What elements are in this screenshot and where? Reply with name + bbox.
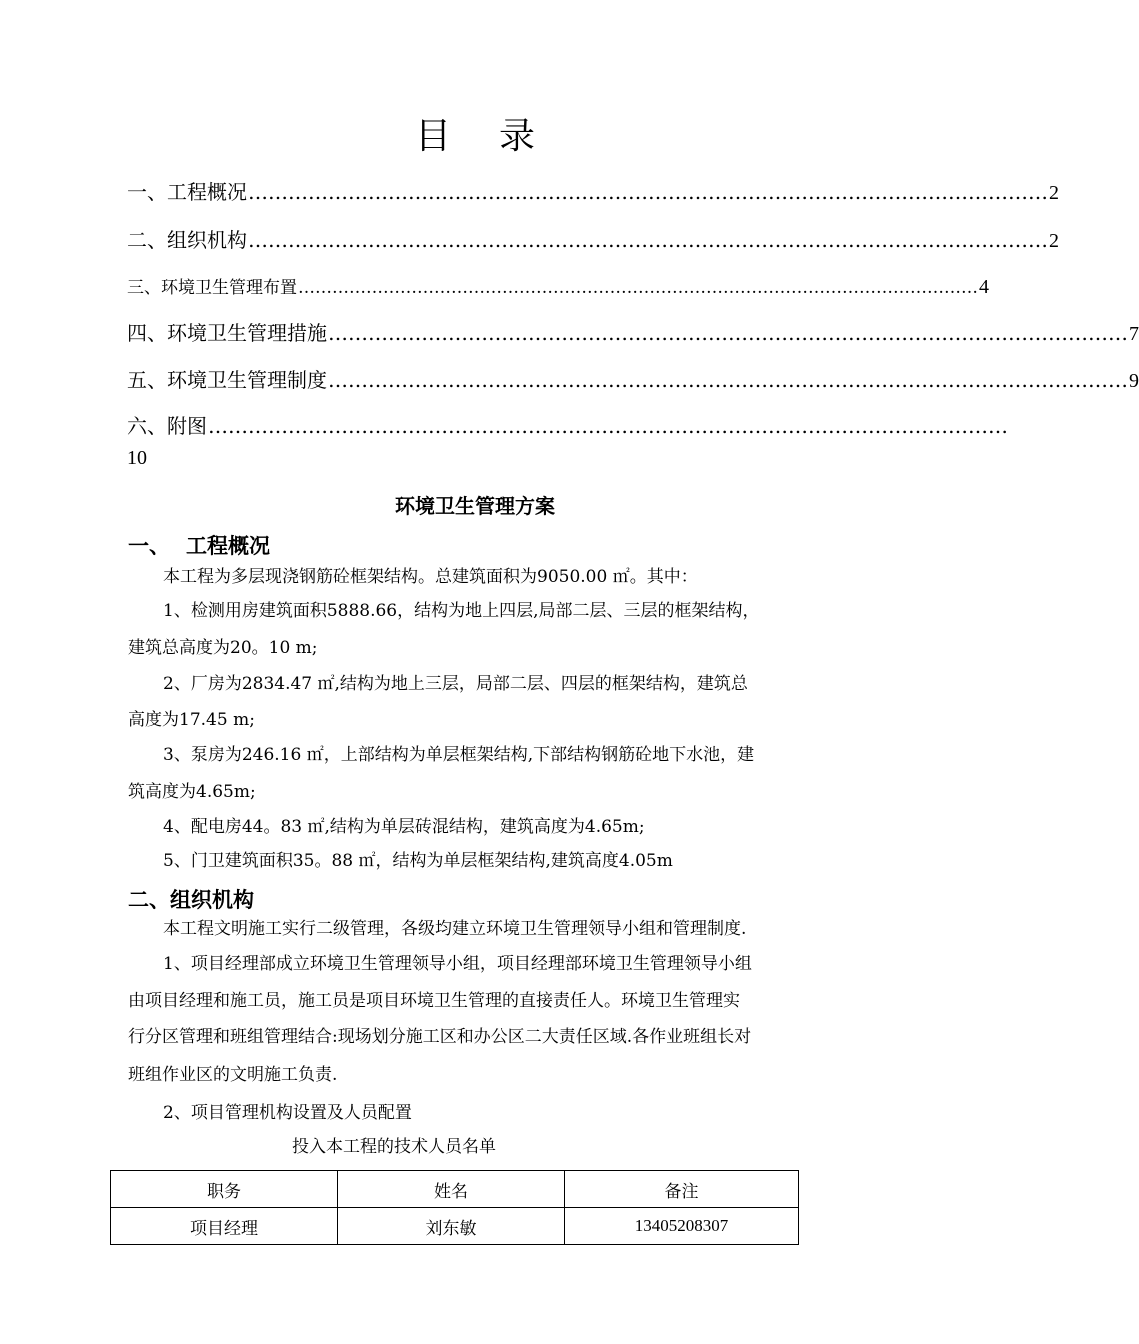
toc-item xyxy=(127,273,989,305)
paragraph: 1、检测用房建筑面积5888.66，结构为地上四层,局部二层、三层的框架结构， xyxy=(163,601,760,621)
toc-item xyxy=(127,364,1139,396)
toc-leader-dots: ………………………………………………………………………………………………………… xyxy=(208,414,1008,438)
staff-table xyxy=(110,1170,799,1245)
toc-item-page: 2 xyxy=(1049,182,1059,204)
table-header-cell: 备注 xyxy=(565,1171,799,1208)
paragraph: 由项目经理和施工员，施工员是项目环境卫生管理的直接责任人。环境卫生管理实 xyxy=(128,991,740,1011)
toc-item-label: 二、组织机构 xyxy=(127,228,247,252)
paragraph: 建筑总高度为20。10 m; xyxy=(128,638,318,658)
section-heading: 工程概况 xyxy=(186,534,270,558)
toc-item-label: 四、环境卫生管理措施 xyxy=(127,321,327,345)
paragraph: 班组作业区的文明施工负责. xyxy=(128,1065,338,1085)
table-cell: 项目经理 xyxy=(111,1208,338,1245)
paragraph: 2、厂房为2834.47 ㎡,结构为地上三层，局部二层、四层的框架结构，建筑总 xyxy=(163,674,748,694)
toc-item-page: 9 xyxy=(1129,370,1139,392)
toc-item-label: 一、工程概况 xyxy=(127,180,247,204)
paragraph: 筑高度为4.65m; xyxy=(128,782,256,802)
section-heading-number: 一、 xyxy=(128,534,170,558)
paragraph: 5、门卫建筑面积35。88 ㎡，结构为单层框架结构,建筑高度4.05m xyxy=(163,851,673,871)
toc-item-label: 五、环境卫生管理制度 xyxy=(127,368,327,392)
toc-item-page: 4 xyxy=(979,276,989,298)
paragraph: 1、项目经理部成立环境卫生管理领导小组，项目经理部环境卫生管理领导小组 xyxy=(163,954,752,974)
toc-leader-dots: ………………………………………………………………………………………………………… xyxy=(328,368,1128,392)
paragraph: 本工程为多层现浇钢筋砼框架结构。总建筑面积为9050.00 ㎡。其中： xyxy=(163,567,698,587)
table-cell: 13405208307 xyxy=(565,1208,799,1245)
toc-item-page: 10 xyxy=(127,447,147,469)
toc-item xyxy=(127,224,1059,256)
toc-leader-dots: ………………………………………………………………………………………………………… xyxy=(328,321,1128,345)
table-header-cell: 职务 xyxy=(111,1171,338,1208)
toc-item-label: 六、附图 xyxy=(127,414,207,438)
toc-item xyxy=(127,176,1059,208)
paragraph: 2、项目管理机构设置及人员配置 xyxy=(163,1103,412,1123)
toc-leader-dots: ………………………………………………………………………………………………………… xyxy=(248,180,1048,204)
toc-item-label: 三、环境卫生管理布置 xyxy=(127,278,297,298)
table-header-cell: 姓名 xyxy=(338,1171,565,1208)
paragraph: 高度为17.45 m; xyxy=(128,710,255,730)
toc-leader-dots: ………………………………………………………………………………………………………… xyxy=(298,278,978,298)
paragraph: 4、配电房44。83 ㎡,结构为单层砖混结构，建筑高度为4.65m; xyxy=(163,817,645,837)
table-caption: 投入本工程的技术人员名单 xyxy=(292,1137,496,1157)
toc-item xyxy=(127,410,1008,442)
document-title: 环境卫生管理方案 xyxy=(395,494,555,518)
toc-title: 目录 xyxy=(414,116,583,157)
table-cell: 刘东敏 xyxy=(338,1208,565,1245)
table-row xyxy=(111,1208,799,1245)
toc-item-page: 2 xyxy=(1049,230,1059,252)
paragraph: 3、泵房为246.16 ㎡，上部结构为单层框架结构,下部结构钢筋砼地下水池，建 xyxy=(163,745,755,765)
toc-item xyxy=(127,317,1139,349)
toc-leader-dots: ………………………………………………………………………………………………………… xyxy=(248,228,1048,252)
toc-item-page: 7 xyxy=(1129,323,1139,345)
paragraph: 本工程文明施工实行二级管理，各级均建立环境卫生管理领导小组和管理制度. xyxy=(163,919,747,939)
section-heading: 二、组织机构 xyxy=(128,888,254,912)
table-header-row xyxy=(111,1171,799,1208)
paragraph: 行分区管理和班组管理结合:现场划分施工区和办公区二大责任区域.各作业班组长对 xyxy=(128,1027,752,1047)
